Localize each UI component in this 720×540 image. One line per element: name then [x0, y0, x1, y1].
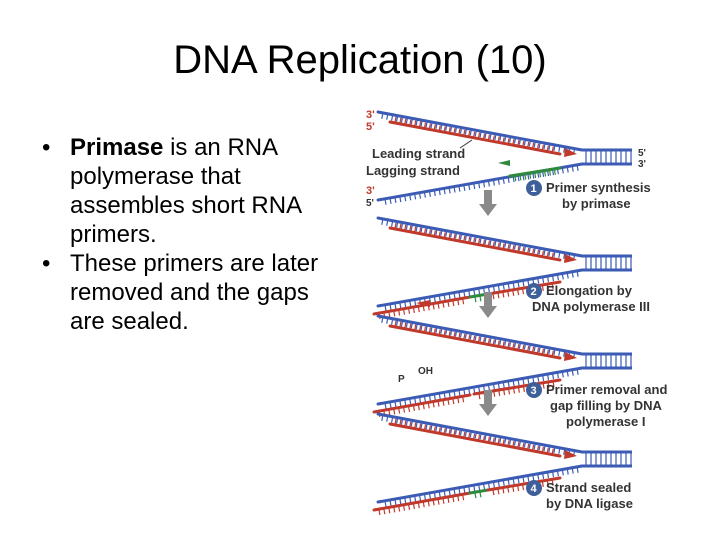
step-arrow-head — [479, 306, 497, 318]
step-arrow-head — [479, 204, 497, 216]
leading-strand-label: Leading strand — [372, 146, 466, 161]
step-number: 3 — [530, 385, 537, 397]
bullet-dot: • — [42, 250, 51, 277]
end-label-5prime: 5' — [638, 148, 646, 159]
parental-strand — [378, 414, 582, 452]
step-4-title: Strand sealed — [546, 480, 632, 495]
step-number: 2 — [530, 286, 537, 298]
step-3-line2: gap filling by DNA — [550, 398, 662, 413]
bullet-text: is an RNA polymerase that assembles short RNA primers. — [70, 134, 301, 248]
end-label-3prime: 3' — [366, 109, 375, 121]
bullet-item — [42, 133, 342, 249]
step-number: 4 — [530, 483, 537, 495]
step-3-title: Primer removal and — [546, 382, 668, 397]
step-arrow-head — [479, 404, 497, 416]
end-label-3prime: 3' — [366, 185, 375, 197]
dna-replication-figure — [360, 102, 720, 532]
leading-daughter-strand — [390, 326, 560, 358]
leading-daughter-strand — [390, 228, 560, 260]
step-1-subtitle: by primase — [562, 196, 631, 211]
end-label-5prime: 5' — [366, 121, 375, 133]
step-arrow-shaft — [484, 190, 492, 204]
helix-base-pairs — [586, 151, 631, 163]
parental-strand — [378, 112, 582, 150]
parental-strand — [378, 316, 582, 354]
phosphate-label: P — [398, 374, 405, 385]
step-3-line3: polymerase I — [566, 414, 646, 429]
sealed-segment — [470, 490, 488, 493]
leader-line — [460, 140, 472, 148]
helix-base-pairs — [586, 453, 631, 465]
bullet-dot: • — [42, 134, 51, 161]
bullet-text: These primers are later removed and the gaps are sealed. — [70, 250, 319, 335]
slide-title: DNA Replication (10) — [173, 38, 547, 82]
helix-base-pairs — [586, 355, 631, 367]
lagging-strand-label: Lagging strand — [366, 163, 460, 178]
bullet-list — [42, 133, 342, 336]
step-number: 1 — [530, 183, 537, 195]
bullet-bold-term: Primase — [70, 134, 164, 161]
step-2-title: Elongation by — [546, 283, 632, 298]
leading-daughter-strand — [390, 424, 560, 456]
step-arrow-shaft — [484, 292, 492, 306]
end-label-5prime: 5' — [366, 198, 374, 209]
step-4-subtitle: by DNA ligase — [546, 496, 633, 511]
step-2-subtitle: DNA polymerase III — [532, 299, 651, 314]
step-arrow-shaft — [484, 390, 492, 404]
parental-strand — [378, 218, 582, 256]
primer-arrowhead — [498, 160, 510, 166]
bullet-item — [42, 249, 342, 336]
end-label-3prime: 3' — [638, 159, 646, 170]
helix-base-pairs — [586, 257, 631, 269]
hydroxyl-label: OH — [418, 366, 433, 377]
step-1-title: Primer synthesis — [546, 180, 651, 195]
